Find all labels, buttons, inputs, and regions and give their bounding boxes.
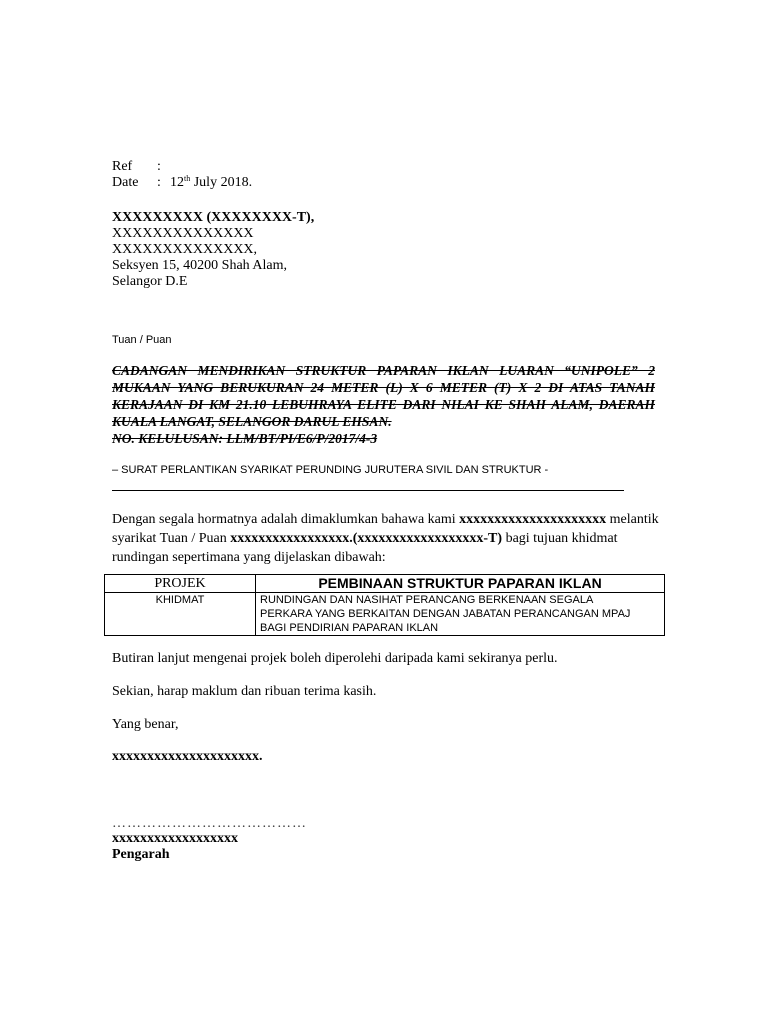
body-paragraph — [112, 510, 657, 567]
title-underline — [112, 490, 624, 491]
body-line1 — [112, 510, 657, 529]
recipient-line3: Seksyen 15, 40200 Shah Alam, — [112, 258, 287, 273]
body-line3: rundingan sepertimana yang dijelaskan dibawah: — [112, 550, 386, 565]
para-thanks: Sekian, harap maklum dan ribuan terima kasih. — [112, 684, 377, 699]
subject-line3: KERAJAAN DI KM 21.10 LEBUHRAYA ELITE DARI NILAI KE SHAH ALAM, DAERAH — [112, 397, 655, 412]
body-l1c: melantik — [606, 512, 659, 527]
table-cell-description — [256, 593, 665, 636]
ref-label: Ref — [112, 159, 133, 174]
para-further: Butiran lanjut mengenai projek boleh diperolehi daripada kami sekiranya perlu. — [112, 651, 558, 666]
date-label: Date — [112, 175, 139, 190]
table-header-pembinaan: PEMBINAAN STRUKTUR PAPARAN IKLAN — [256, 575, 665, 593]
date-colon: : — [157, 175, 161, 190]
table-header-projek: PROJEK — [105, 575, 256, 593]
recipient-company: XXXXXXXXX (XXXXXXXX-T), — [112, 210, 315, 225]
date-rest: July 2018. — [190, 175, 253, 190]
desc-line3: BAGI PENDIRIAN PAPARAN IKLAN — [260, 622, 439, 634]
date-value — [170, 175, 252, 191]
subject-line1: CADANGAN MENDIRIKAN STRUKTUR PAPARAN IKLAN LUARAN “UNIPOLE” 2 — [112, 363, 655, 378]
appointment-title: – SURAT PERLANTIKAN SYARIKAT PERUNDING JURUTERA SIVIL DAN STRUKTUR - — [112, 464, 549, 476]
desc-line2: PERKARA YANG BERKAITAN DENGAN JABATAN PERANCANGAN MPAJ — [260, 608, 631, 620]
signatory-name: xxxxxxxxxxxxxxxxxx — [112, 831, 238, 846]
date-day: 12 — [170, 175, 184, 190]
date-suffix: th — [184, 174, 191, 183]
project-table — [104, 574, 665, 636]
table-header-row — [105, 575, 665, 593]
recipient-line4: Selangor D.E — [112, 274, 188, 289]
salutation: Tuan / Puan — [112, 334, 172, 346]
body-l1b: xxxxxxxxxxxxxxxxxxxxx — [459, 512, 607, 527]
subject-line2: MUKAAN YANG BERUKURAN 24 METER (L) X 6 METER (T) X 2 DI ATAS TANAH — [112, 380, 655, 395]
recipient-line1: XXXXXXXXXXXXXX — [112, 226, 254, 241]
body-l2c: bagi tujuan khidmat — [502, 531, 618, 546]
recipient-line2: XXXXXXXXXXXXXX, — [112, 242, 258, 257]
subject-line4: KUALA LANGAT, SELANGOR DARUL EHSAN. — [112, 414, 392, 429]
table-row — [105, 593, 665, 636]
subject-block — [112, 362, 655, 447]
body-l2a: syarikat Tuan / Puan — [112, 531, 231, 546]
approval-number: NO. KELULUSAN: LLM/BT/PI/E6/P/2017/4-3 — [112, 431, 378, 446]
body-l1a: Dengan segala hormatnya adalah dimaklumkan bahawa kami — [112, 512, 460, 527]
signature-line: ………………………………… — [112, 816, 307, 831]
sender-company: xxxxxxxxxxxxxxxxxxxxx. — [112, 749, 263, 764]
closing: Yang benar, — [112, 717, 179, 732]
table-cell-khidmat: KHIDMAT — [105, 593, 256, 636]
signatory-title: Pengarah — [112, 847, 170, 862]
desc-line1: RUNDINGAN DAN NASIHAT PERANCANG BERKENAAN SEGALA — [260, 594, 594, 606]
body-line2 — [112, 529, 657, 548]
body-l2b: xxxxxxxxxxxxxxxxx.(xxxxxxxxxxxxxxxxxx-T) — [230, 531, 503, 546]
ref-colon: : — [157, 159, 161, 174]
